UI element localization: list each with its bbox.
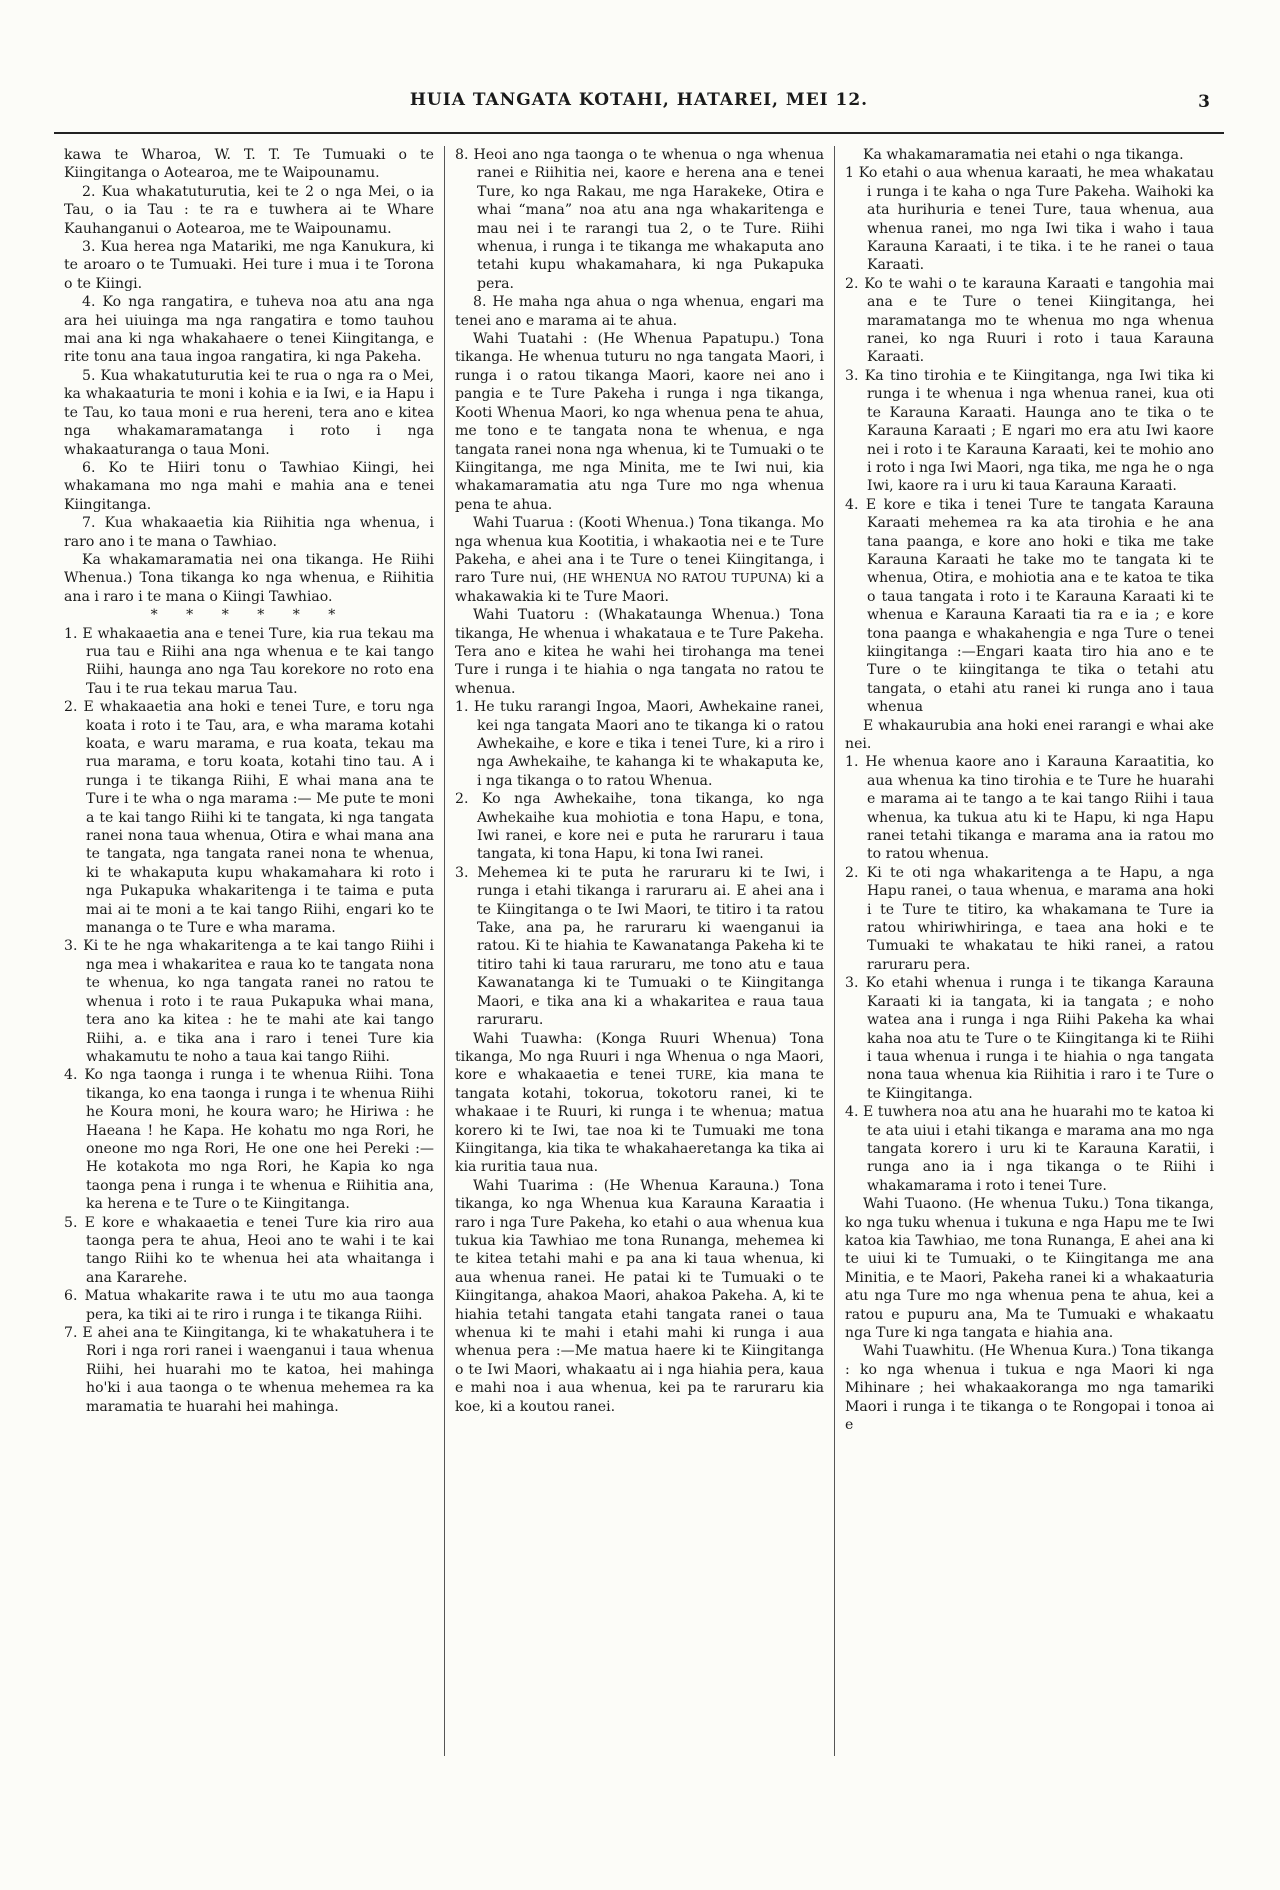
paragraph: 4. Ko nga rangatira, e tuheva noa atu ana nga ara hei uiuinga ma nga rangatira e tomo tauhou mai ana ki nga whakahaere o tenei Kiingitanga, e rite tonu ana taua ingoa rangatira, ki nga Pakeha. bbox=[64, 294, 434, 366]
text-run: kia mana te tangata kotahi, tokorua, tokotoru ranei, ki te whakaae i te Ruuri, ki runga i te whenua; matua korero ki te Iwi, tae noa ki te Tumuaki me tona Kiingitanga, kia tika te whakahaeretanga ka tika ai kia ruritia taua nua. bbox=[455, 1067, 825, 1176]
column-2 bbox=[444, 146, 834, 1756]
section-separator: * * * * * * bbox=[150, 607, 348, 624]
paragraph: 8. He maha nga ahua o nga whenua, engari ma tenei ano e marama ai te ahua. bbox=[455, 294, 824, 329]
paragraph bbox=[455, 514, 824, 606]
paragraph: 2. Kua whakatuturutia, kei te 2 o nga Mei, o ia Tau, o ia Tau : te ra e tuwhera ai te Whare Kauhanganui o Aotearoa, me te Waipounamu. bbox=[64, 183, 434, 237]
paragraph: Wahi Tuatahi : (He Whenua Papatupu.) Tona tikanga. He whenua tuturu no nga tangata Maori, i runga i o ratou tikanga Maori, kaore nei ano i pangia e te Ture Pakeha i runga i nga tikanga, Kooti Whenua Maori, ko nga whenua pena te ahua, me tono e te tangata nona te whenua, e nga tangata ranei nona nga whenua, ki te Tumuaki o te Kiingitanga, me nga Minita, me te Iwi nui, kia whakamaramatia atu nga Ture mo nga whenua pena te ahua. bbox=[455, 331, 824, 513]
paragraph: Wahi Tuatoru : (Whakataunga Whenua.) Tona tikanga, He whenua i whakataua e te Ture Pakeha. Tera ano e kitea he wahi hei tirohanga ma tenei Ture i runga i te hiahia o nga tangata no ratou te whenua. bbox=[455, 607, 824, 697]
text-run: Wahi Tuarua : (Kooti Whenua.) Tona tikanga. Mo nga whenua kua Kootitia, i whakaotia nei e te Ture Pakeha, e ahei ana i te Ture o tenei Kiingitanga, i raro Ture nui, bbox=[455, 515, 824, 587]
list-item: 4. E kore e tika i tenei Ture te tangata Karauna Karaati mehemea ra ka ata tirohia e he ana tana paanga, e kore ano hoki e tika me take Karauna Karaati he take mo te tangata ki te whenua, Otira, e mohiotia ana e te katoa te tika o taua tangata i roto i te Karauna Karaati ki te whenua e Karauna Karaati tia ra e ia ; e kore tona paanga e whakahengia e nga Ture o tenei kiingitanga :—Engari kaata tiro hia ano e te Ture o te kiingitanga te tika o tetahi atu tangata, o etahi atu ranei ki runga ano i taua whenua bbox=[845, 496, 1214, 716]
small-caps-phrase: (HE WHENUA NO RATOU TUPUNA) bbox=[562, 571, 792, 586]
list-item: 3. Ki te he nga whakaritenga a te kai tango Riihi i nga mea i whakaritea e raua ko te tangata nona te whenua, ko nga tangata ranei no ratou te whenua i roto i te raua Pukapuka whai mana, tera ano ka kitea : he te mahi ate kai tango Riihi, a. e tika ana i raro i tenei Ture kia whakamutu te noho a taua kai tango Riihi. bbox=[64, 938, 434, 1065]
list-item: 4. Ko nga taonga i runga i te whenua Riihi. Tona tikanga, ko ena taonga i runga i te whenua Riihi he Koura moni, he koura waro; he Hiriwa : he Haeana ! he Kapa. He kohatu mo nga Rori, he oneone mo nga Rori, He one one hei Pereki :—He kotakota mo nga Rori, he Kapia ko nga taonga pena i runga i te whenua e Riihitia ana, ka herena e te Ture o te Kiingitanga. bbox=[64, 1067, 434, 1213]
list-item: 7. E ahei ana te Kiingitanga, ki te whakatuhera i te Rori i nga rori ranei i waenganui i taua whenua Riihi, hei huarahi mo te katoa, hei mahinga ho'ki i aua taonga o te whenua mehemea ra ka maramatia te huarahi hei mahinga. bbox=[64, 1325, 434, 1415]
paragraph: Wahi Tuaono. (He whenua Tuku.) Tona tikanga, ko nga tuku whenua i tukuna e nga Hapu me te Iwi katoa kia Tawhiao, me tona Runanga, E ahei ana ki te uiui ki te Tumuaki, o te Kiingitanga me ana Minitia, e te Maori, Pakeha ranei ki a whakaaturia atu nga Ture mo nga whenua pena te ahua, kei a ratou e pupuru ana, Ma te Tumuaki e whakaatu nga Ture ki nga tangata e hiahia ana. bbox=[845, 1196, 1214, 1341]
list-item: 2. Ko nga Awhekaihe, tona tikanga, ko nga Awhekaihe kua mohiotia e tona Hapu, e tona, Iwi ranei, e kore nei e puta he raruraru i taua tangata, ki tona Hapu, ki tona Iwi ranei. bbox=[455, 791, 824, 863]
list-item: 6. Matua whakarite rawa i te utu mo aua taonga pera, ka tiki ai te riro i runga i te tikanga Riihi. bbox=[64, 1288, 434, 1323]
list-item: 4. E tuwhera noa atu ana he huarahi mo te katoa ki te ata uiui i etahi tikanga e marama ana mo nga tangata korero i uru ki te Karauna Karatii, i runga ano ia i nga tikanga o te Riihi i whakamarama i roto i tenei Ture. bbox=[845, 1104, 1214, 1194]
list-item: 2. E whakaaetia ana hoki e tenei Ture, e toru nga koata i roto i te Tau, ara, e wha marama kotahi koata, e waru marama, e rua koata, tekau ma rua marama, e toru koata, kotahi tino tau. A i runga i te tikanga Riihi, E whai mana ana te Ture i te wha o nga marama :— Me pute te moni a te kai tango Riihi ki te tangata, ki nga tangata ranei nona taua whenua, Otira e whai mana ana te tangata, nga tangata ranei nona te whenua, ki te whakaputa kupu whakamahara ki roto i nga Pukapuka whakaritenga i te taima e puta mai ai te moni a te kai tango Riihi, engari ko te mananga o te Ture e wha marama. bbox=[64, 699, 434, 937]
list-item: 2. Ki te oti nga whakaritenga a te Hapu, a nga Hapu ranei, o taua whenua, e marama ana hoki i te Ture te titiro, ka whakamana te Ture ia ratou whiriwhiringa, e taea ana hoki e te Tumuaki te whakatau te hiki ranei, a ratou raruraru pera. bbox=[845, 864, 1214, 973]
paragraph bbox=[455, 1030, 824, 1177]
paragraph: Wahi Tuarima : (He Whenua Karauna.) Tona tikanga, ko nga Whenua kua Karauna Karaatia i raro i nga Ture Pakeha, ko etahi o aua whenua kua tukua kia Tawhiao me tona Runanga, mehemea ki te kitea tetahi mahi e pa ana ki taua whenua, ki aua whenua ranei. He patai ki te Tumuaki o te Kiingitanga, ahakoa Maori, ahakoa Pakeha. A, ki te hiahia tetahi tangata etahi tangata ranei o taua whenua ki te mahi i etahi mahi ki runga i aua whenua pera :—Me matua haere ki te Kiingitanga o te Iwi Maori, whakaatu ai i nga hiahia pera, kaua e mahi noa i aua whenua, kei pa te raruraru kia koe, ki a koutou ranei. bbox=[455, 1177, 824, 1415]
list-item: 5. E kore e whakaaetia e tenei Ture kia riro aua taonga pera te ahua, Heoi ano te wahi i te kai tango Riihi ko te whenua hei ata whaitanga i ana Kararehe. bbox=[64, 1214, 434, 1286]
column-1 bbox=[54, 146, 444, 1756]
list-item: 3. Ka tino tirohia e te Kiingitanga, nga Iwi tika ki runga i te whenua i nga whenua ranei, kua oti te Karauna Karaati. Haunga ano te tika o te Karauna Karaati ; E ngari mo era atu Iwi kaore nei i roto i te Karauna Karaati, kei te mohio ano i roto i nga Iwi Maori, nga tika, me nga he o nga Iwi, kaore ra i uru ki taua Karauna Karaati. bbox=[845, 367, 1214, 495]
paragraph: 7. Kua whakaaetia kia Riihitia nga whenua, i raro ano i te mana o Tawhiao. bbox=[64, 515, 434, 550]
header-rule bbox=[54, 132, 1224, 134]
page-number: 3 bbox=[1198, 92, 1210, 112]
newspaper-title: HUIA TANGATA KOTAHI, HATAREI, MEI 12. bbox=[409, 90, 869, 110]
paragraph: 3. Kua herea nga Matariki, me nga Kanukura, ki te aroaro o te Tumuaki. Hei ture i mua i te Torona o te Kiingi. bbox=[64, 239, 434, 292]
list-item: 8. Heoi ano nga taonga o te whenua o nga whenua ranei e Riihitia nei, kaore e herena ana e tenei Ture, ko nga Rakau, me nga Harakeke, Otira e whai “mana” noa atu ana nga whakaritenga e mau nei i te rarangi tua 2, o te Ture. Riihi whenua, i runga i te tikanga me whakaputa ano tetahi kupu whakamahara, ki nga Pukapuka pera. bbox=[455, 147, 824, 292]
column-3 bbox=[834, 146, 1224, 1756]
list-item: 3. Ko etahi whenua i runga i te tikanga Karauna Karaati ki ia tangata, ki ia tangata ; e noho watea ana i runga i nga Riihi Pakeha ka whai kaha noa atu te Ture o te Kiingitanga ki te Riihi i taua whenua i runga i te hiahia o nga tangata nona taua whenua kia Riihitia i raro i te Ture o te Kiingitanga. bbox=[845, 975, 1214, 1102]
paragraph: 5. Kua whakatuturutia kei te rua o nga ra o Mei, ka whakaaturia te moni i kohia e ia Iwi, e ia Hapu i te Tau, ko taua moni e rua hereni, tera ano e kitea nga whakamaramatanga i roto i nga whakaaturanga o taua Moni. bbox=[64, 367, 434, 458]
paragraph: kawa te Wharoa, W. T. T. Te Tumuaki o te Kiingitanga o Aotearoa, me te Waipounamu. bbox=[64, 147, 434, 182]
paragraph: Ka whakamaramatia nei ona tikanga. He Riihi Whenua.) Tona tikanga ko nga whenua, e Riihitia ana i raro i te mana o Kiingi Tawhiao. bbox=[64, 551, 434, 605]
small-caps-word: TURE, bbox=[676, 1068, 717, 1083]
paragraph: Wahi Tuawhitu. (He Whenua Kura.) Tona tikanga : ko nga whenua i tukua e nga Maori ki nga Mihinare ; hei whakaakoranga mo nga tamariki Maori i runga i te tikanga o te Rongopai i tonoa ai e bbox=[845, 1343, 1214, 1434]
paragraph: Ka whakamaramatia nei etahi o nga tikanga. bbox=[863, 147, 1184, 163]
list-item: 1. He tuku rarangi Ingoa, Maori, Awhekaine ranei, kei nga tangata Maori ano te tikanga ki o ratou Awhekaihe, e kore e tika i tenei Ture, ki a riro i nga Awhekaihe, te kahanga ki te whakaputa ke, i nga tikanga o to ratou Whenua. bbox=[455, 699, 824, 789]
list-item: 3. Mehemea ki te puta he raruraru ki te Iwi, i runga i etahi tikanga i raruraru ai. E ahei ana i te Kiingitanga o te Iwi Maori, te titiro i ta ratou Take, ana pa, he raruraru ki waenganui ia ratou. Ki te hiahia te Kawanatanga Pakeha ki te titiro tahi ki taua raruraru, me tono atu e taua Kawanatanga ki te Tumuaki o te Kiingitanga Maori, e tika ana ki a whakaritea e raua taua raruraru. bbox=[455, 864, 824, 1029]
list-item: 1. E whakaaetia ana e tenei Ture, kia rua tekau ma rua tau e Riihi ana nga whenua e te kai tango Riihi, haunga ano nga Tau korekore no roto ena Tau i te rua tekau marua Tau. bbox=[64, 625, 434, 697]
list-item: 1 Ko etahi o aua whenua karaati, he mea whakatau i runga i te kaha o nga Ture Pakeha. Waihoki ka ata hurihuria e tenei Ture, taua whenua, aua whenua ranei, mo nga Iwi tika i waho i taua Karauna Karaati, i te tika. i te he ranei o taua Karaati. bbox=[845, 165, 1214, 274]
paragraph: 6. Ko te Hiiri tonu o Tawhiao Kiingi, hei whakamana mo nga mahi e mahia ana e tenei Kiingitanga. bbox=[64, 459, 434, 513]
list-item: 2. Ko te wahi o te karauna Karaati e tangohia mai ana e te Ture o tenei Kiingitanga, hei maramatanga mo te whenua mo nga whenua ranei, ko nga Ruuri i roto i taua Karauna Karaati. bbox=[845, 275, 1214, 366]
text-run: ki a whakawakia ki te Ture Maori. bbox=[455, 570, 824, 605]
text-run: Wahi Tuawha: (Konga Ruuri Whenua) Tona tikanga, Mo nga Ruuri i nga Whenua o nga Maori, kore e whakaaetia e tenei bbox=[455, 1030, 824, 1084]
list-item: 1. He whenua kaore ano i Karauna Karaatitia, ko aua whenua ka tino tirohia e te Ture he huarahi e marama ai te tango a te kai tango Riihi i taua whenua, ka tukua atu ki te Hapu, ki nga Hapu ranei tetahi tikanga e marama ana ia ratou mo to ratou whenua. bbox=[845, 754, 1214, 863]
paragraph: E whakaurubia ana hoki enei rarangi e whai ake nei. bbox=[845, 717, 1214, 752]
article-columns bbox=[54, 146, 1224, 1756]
page-header bbox=[54, 90, 1224, 114]
